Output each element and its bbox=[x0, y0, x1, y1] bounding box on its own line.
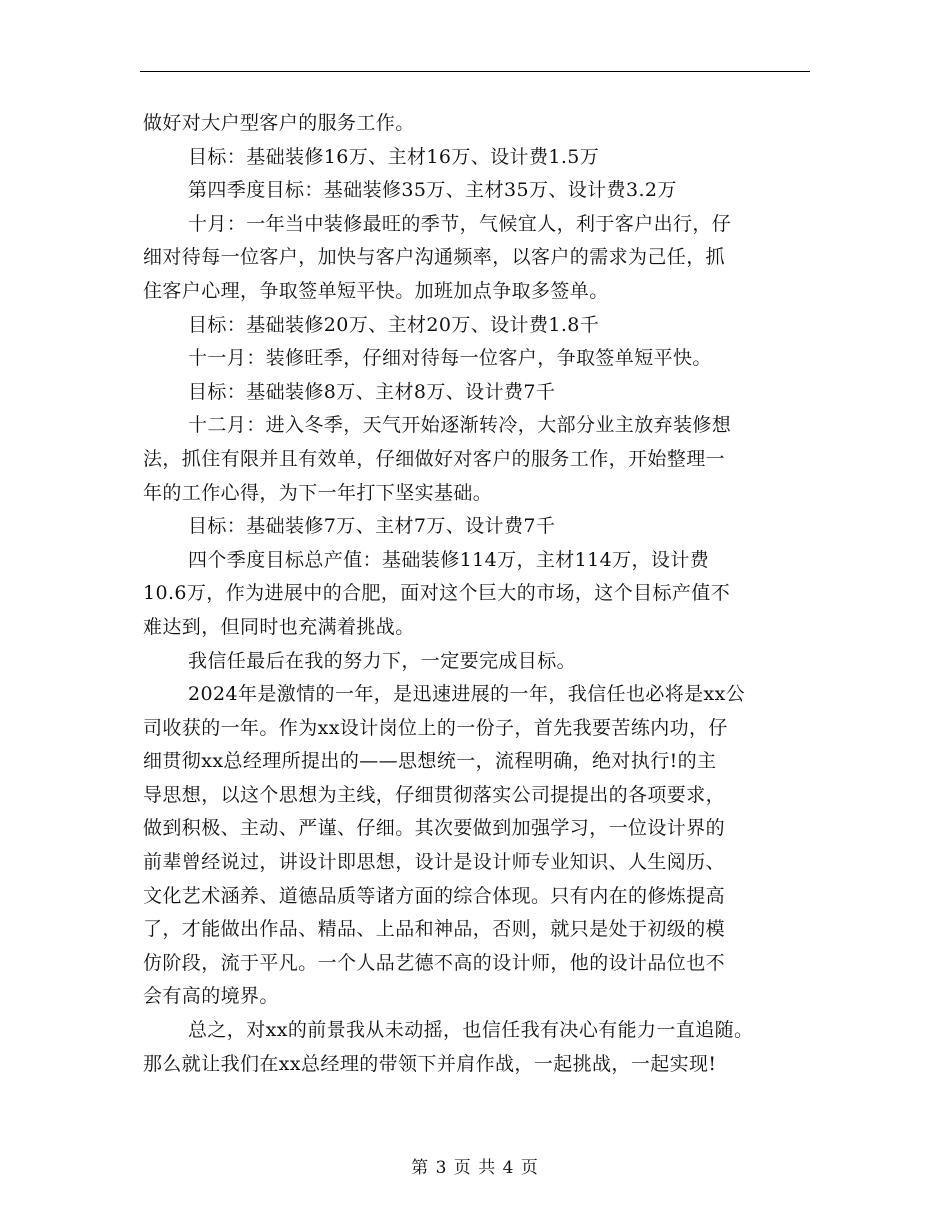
text-line: 细对待每一位客户，加快与客户沟通频率，以客户的需求为己任，抓 bbox=[143, 246, 726, 269]
text-line: 第四季度目标：基础装修35万、主材35万、设计费3.2万 bbox=[188, 179, 677, 202]
text-line: 目标：基础装修8万、主材8万、设计费7千 bbox=[188, 380, 556, 403]
text-line: 总之，对xx的前景我从未动摇，也信任我有决心有能力一直追随。 bbox=[188, 1019, 754, 1042]
text-line: 难达到，但同时也充满着挑战。 bbox=[143, 615, 415, 638]
text-line: 10.6万，作为进展中的合肥，面对这个巨大的市场，这个目标产值不 bbox=[143, 582, 731, 605]
text-line: 了，才能做出作品、精品、上品和神品，否则，就只是处于初级的模 bbox=[143, 918, 726, 941]
text-line: 法，抓住有限并且有效单，仔细做好对客户的服务工作，开始整理一 bbox=[143, 447, 726, 470]
text-line: 我信任最后在我的努力下，一定要完成目标。 bbox=[188, 649, 577, 672]
text-line: 目标：基础装修7万、主材7万、设计费7千 bbox=[188, 515, 556, 538]
page-number: 第 3 页 共 4 页 bbox=[411, 1158, 539, 1178]
text-line: 前辈曾经说过，讲设计即思想，设计是设计师专业知识、人生阅历、 bbox=[143, 851, 726, 874]
text-line: 十二月：进入冬季，天气开始逐渐转冷，大部分业主放弃装修想 bbox=[188, 414, 732, 437]
text-line: 导思想，以这个思想为主线，仔细贯彻落实公司提提出的各项要求， bbox=[143, 783, 726, 806]
text-line: 会有高的境界。 bbox=[143, 985, 279, 1008]
text-line: 司收获的一年。作为xx设计岗位上的一份子，首先我要苦练内功，仔 bbox=[143, 716, 728, 739]
text-line: 十月：一年当中装修最旺的季节，气候宜人，利于客户出行，仔 bbox=[188, 212, 732, 235]
header-rule bbox=[140, 71, 810, 72]
text-line: 做到积极、主动、严谨、仔细。其次要做到加强学习，一位设计界的 bbox=[143, 817, 726, 840]
text-line: 细贯彻xx总经理所提出的——思想统一，流程明确，绝对执行!的主 bbox=[143, 750, 717, 773]
document-body bbox=[143, 107, 813, 1081]
text-line: 文化艺术涵养、道德品质等诸方面的综合体现。只有内在的修炼提高 bbox=[143, 884, 726, 907]
text-line: 十一月：装修旺季，仔细对待每一位客户，争取签单短平快。 bbox=[188, 347, 712, 370]
text-line: 做好对大户型客户的服务工作。 bbox=[143, 112, 415, 134]
text-line: 四个季度目标总产值：基础装修114万，主材114万，设计费 bbox=[188, 548, 710, 571]
text-line: 那么就让我们在xx总经理的带领下并肩作战，一起挑战，一起实现! bbox=[143, 1052, 717, 1075]
text-line: 住客户心理，争取签单短平快。加班加点争取多签单。 bbox=[143, 279, 609, 302]
text-line: 年的工作心得，为下一年打下坚实基础。 bbox=[143, 481, 493, 504]
text-line: 2024年是激情的一年，是迅速进展的一年，我信任也必将是xx公 bbox=[188, 683, 746, 706]
text-line: 目标：基础装修20万、主材20万、设计费1.8千 bbox=[188, 313, 600, 336]
text-line: 目标：基础装修16万、主材16万、设计费1.5万 bbox=[188, 145, 600, 168]
text-line: 仿阶段，流于平凡。一个人品艺德不高的设计师，他的设计品位也不 bbox=[143, 951, 726, 974]
